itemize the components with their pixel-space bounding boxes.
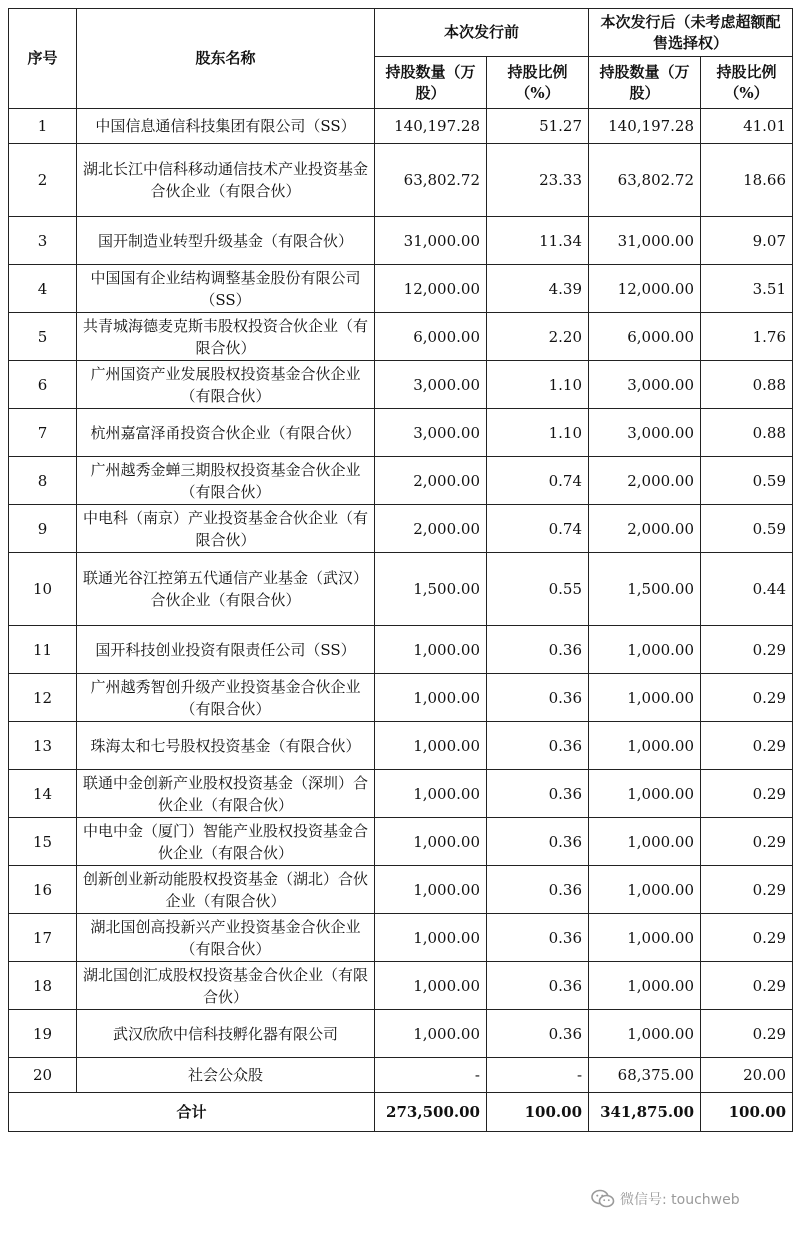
pre-ratio: 1.10 <box>487 409 589 457</box>
post-shares: 1,000.00 <box>589 674 701 722</box>
post-shares: 1,000.00 <box>589 722 701 770</box>
col-group-before: 本次发行前 <box>375 9 589 57</box>
pre-shares: 31,000.00 <box>375 217 487 265</box>
shareholder-name: 联通中金创新产业股权投资基金（深圳）合伙企业（有限合伙） <box>77 770 375 818</box>
table-row <box>9 674 793 722</box>
table-row <box>9 1058 793 1093</box>
pre-ratio: 0.74 <box>487 505 589 553</box>
post-shares: 2,000.00 <box>589 505 701 553</box>
shareholder-name: 中电中金（厦门）智能产业股权投资基金合伙企业（有限合伙） <box>77 818 375 866</box>
post-shares: 140,197.28 <box>589 109 701 144</box>
pre-shares: 2,000.00 <box>375 505 487 553</box>
pre-shares: 140,197.28 <box>375 109 487 144</box>
row-no: 3 <box>9 217 77 265</box>
table-row <box>9 1010 793 1058</box>
row-no: 8 <box>9 457 77 505</box>
row-no: 13 <box>9 722 77 770</box>
watermark <box>591 1185 791 1213</box>
post-shares: 6,000.00 <box>589 313 701 361</box>
pre-shares: 12,000.00 <box>375 265 487 313</box>
table-row <box>9 553 793 626</box>
shareholder-name: 湖北国创汇成股权投资基金合伙企业（有限合伙） <box>77 962 375 1010</box>
pre-shares: 1,000.00 <box>375 962 487 1010</box>
row-no: 7 <box>9 409 77 457</box>
shareholder-name: 中国国有企业结构调整基金股份有限公司（SS） <box>77 265 375 313</box>
post-ratio: 0.44 <box>701 553 793 626</box>
pre-ratio: 0.36 <box>487 674 589 722</box>
table-row <box>9 409 793 457</box>
table-row <box>9 457 793 505</box>
col-header-pre-shares: 持股数量（万股） <box>375 57 487 109</box>
post-ratio: 0.88 <box>701 409 793 457</box>
post-ratio: 0.29 <box>701 674 793 722</box>
table-row <box>9 626 793 674</box>
post-ratio: 9.07 <box>701 217 793 265</box>
pre-ratio: 0.36 <box>487 866 589 914</box>
table-row <box>9 962 793 1010</box>
table-row <box>9 361 793 409</box>
post-shares: 31,000.00 <box>589 217 701 265</box>
post-shares: 1,000.00 <box>589 818 701 866</box>
pre-ratio: 51.27 <box>487 109 589 144</box>
pre-ratio: 4.39 <box>487 265 589 313</box>
col-group-after: 本次发行后（未考虑超额配售选择权） <box>589 9 793 57</box>
pre-shares: 1,000.00 <box>375 914 487 962</box>
total-pre-shares: 273,500.00 <box>375 1093 487 1132</box>
shareholder-name: 湖北长江中信科移动通信技术产业投资基金合伙企业（有限合伙） <box>77 144 375 217</box>
table-row <box>9 722 793 770</box>
post-shares: 1,000.00 <box>589 914 701 962</box>
pre-ratio: 2.20 <box>487 313 589 361</box>
pre-ratio: - <box>487 1058 589 1093</box>
table-row <box>9 914 793 962</box>
pre-ratio: 0.36 <box>487 770 589 818</box>
col-header-post-ratio: 持股比例（%） <box>701 57 793 109</box>
table-row <box>9 866 793 914</box>
shareholder-name: 杭州嘉富泽甬投资合伙企业（有限合伙） <box>77 409 375 457</box>
table-row <box>9 770 793 818</box>
wechat-icon <box>591 1189 615 1209</box>
row-no: 12 <box>9 674 77 722</box>
table-row <box>9 144 793 217</box>
table-row <box>9 818 793 866</box>
post-ratio: 0.29 <box>701 1010 793 1058</box>
pre-ratio: 0.36 <box>487 962 589 1010</box>
post-shares: 68,375.00 <box>589 1058 701 1093</box>
row-no: 18 <box>9 962 77 1010</box>
pre-ratio: 1.10 <box>487 361 589 409</box>
shareholder-name: 广州越秀金蝉三期股权投资基金合伙企业（有限合伙） <box>77 457 375 505</box>
shareholder-name: 中国信息通信科技集团有限公司（SS） <box>77 109 375 144</box>
pre-ratio: 0.36 <box>487 914 589 962</box>
table-row <box>9 505 793 553</box>
total-post-ratio: 100.00 <box>701 1093 793 1132</box>
table-row <box>9 109 793 144</box>
pre-ratio: 0.55 <box>487 553 589 626</box>
shareholder-name: 武汉欣欣中信科技孵化器有限公司 <box>77 1010 375 1058</box>
post-ratio: 0.59 <box>701 457 793 505</box>
row-no: 19 <box>9 1010 77 1058</box>
shareholder-name: 国开科技创业投资有限责任公司（SS） <box>77 626 375 674</box>
total-row <box>9 1093 793 1132</box>
row-no: 6 <box>9 361 77 409</box>
shareholder-name: 联通光谷江控第五代通信产业基金（武汉）合伙企业（有限合伙） <box>77 553 375 626</box>
pre-shares: 1,000.00 <box>375 866 487 914</box>
post-ratio: 0.29 <box>701 866 793 914</box>
row-no: 10 <box>9 553 77 626</box>
pre-shares: 1,000.00 <box>375 674 487 722</box>
shareholder-name: 国开制造业转型升级基金（有限合伙） <box>77 217 375 265</box>
post-shares: 1,000.00 <box>589 1010 701 1058</box>
pre-shares: 1,000.00 <box>375 722 487 770</box>
row-no: 5 <box>9 313 77 361</box>
pre-ratio: 11.34 <box>487 217 589 265</box>
pre-shares: 1,500.00 <box>375 553 487 626</box>
shareholder-name: 广州越秀智创升级产业投资基金合伙企业（有限合伙） <box>77 674 375 722</box>
row-no: 11 <box>9 626 77 674</box>
shareholder-name: 创新创业新动能股权投资基金（湖北）合伙企业（有限合伙） <box>77 866 375 914</box>
post-shares: 3,000.00 <box>589 409 701 457</box>
row-no: 2 <box>9 144 77 217</box>
post-ratio: 1.76 <box>701 313 793 361</box>
shareholder-name: 社会公众股 <box>77 1058 375 1093</box>
shareholder-table <box>8 8 793 1132</box>
header-row <box>9 9 793 57</box>
pre-ratio: 0.36 <box>487 626 589 674</box>
col-header-post-shares: 持股数量（万股） <box>589 57 701 109</box>
row-no: 16 <box>9 866 77 914</box>
row-no: 14 <box>9 770 77 818</box>
post-ratio: 0.29 <box>701 818 793 866</box>
post-ratio: 0.29 <box>701 626 793 674</box>
pre-shares: 1,000.00 <box>375 770 487 818</box>
pre-shares: 3,000.00 <box>375 409 487 457</box>
post-shares: 1,000.00 <box>589 962 701 1010</box>
pre-shares: 6,000.00 <box>375 313 487 361</box>
pre-ratio: 0.36 <box>487 1010 589 1058</box>
row-no: 1 <box>9 109 77 144</box>
post-ratio: 41.01 <box>701 109 793 144</box>
shareholder-name: 湖北国创高投新兴产业投资基金合伙企业（有限合伙） <box>77 914 375 962</box>
pre-shares: 1,000.00 <box>375 818 487 866</box>
table-row <box>9 313 793 361</box>
total-label: 合计 <box>9 1093 375 1132</box>
post-ratio: 0.29 <box>701 770 793 818</box>
pre-ratio: 0.74 <box>487 457 589 505</box>
post-ratio: 0.59 <box>701 505 793 553</box>
pre-ratio: 0.36 <box>487 818 589 866</box>
post-shares: 1,500.00 <box>589 553 701 626</box>
col-header-name: 股东名称 <box>77 9 375 109</box>
table-row <box>9 217 793 265</box>
pre-ratio: 0.36 <box>487 722 589 770</box>
pre-shares: 3,000.00 <box>375 361 487 409</box>
post-ratio: 0.29 <box>701 914 793 962</box>
pre-shares: 1,000.00 <box>375 626 487 674</box>
watermark-text: 微信号: touchweb <box>620 1192 740 1208</box>
post-shares: 12,000.00 <box>589 265 701 313</box>
shareholder-name: 珠海太和七号股权投资基金（有限合伙） <box>77 722 375 770</box>
post-ratio: 20.00 <box>701 1058 793 1093</box>
shareholder-name: 共青城海德麦克斯韦股权投资合伙企业（有限合伙） <box>77 313 375 361</box>
post-shares: 1,000.00 <box>589 866 701 914</box>
post-shares: 1,000.00 <box>589 770 701 818</box>
row-no: 15 <box>9 818 77 866</box>
row-no: 20 <box>9 1058 77 1093</box>
pre-shares: 2,000.00 <box>375 457 487 505</box>
shareholder-name: 中电科（南京）产业投资基金合伙企业（有限合伙） <box>77 505 375 553</box>
row-no: 4 <box>9 265 77 313</box>
post-shares: 1,000.00 <box>589 626 701 674</box>
total-pre-ratio: 100.00 <box>487 1093 589 1132</box>
post-ratio: 18.66 <box>701 144 793 217</box>
row-no: 9 <box>9 505 77 553</box>
post-ratio: 0.29 <box>701 722 793 770</box>
col-header-pre-ratio: 持股比例（%） <box>487 57 589 109</box>
post-shares: 3,000.00 <box>589 361 701 409</box>
shareholder-name: 广州国资产业发展股权投资基金合伙企业（有限合伙） <box>77 361 375 409</box>
total-post-shares: 341,875.00 <box>589 1093 701 1132</box>
pre-shares: 63,802.72 <box>375 144 487 217</box>
table-row <box>9 265 793 313</box>
pre-ratio: 23.33 <box>487 144 589 217</box>
post-ratio: 0.29 <box>701 962 793 1010</box>
post-shares: 63,802.72 <box>589 144 701 217</box>
pre-shares: - <box>375 1058 487 1093</box>
pre-shares: 1,000.00 <box>375 1010 487 1058</box>
row-no: 17 <box>9 914 77 962</box>
post-ratio: 0.88 <box>701 361 793 409</box>
col-header-no: 序号 <box>9 9 77 109</box>
post-shares: 2,000.00 <box>589 457 701 505</box>
post-ratio: 3.51 <box>701 265 793 313</box>
